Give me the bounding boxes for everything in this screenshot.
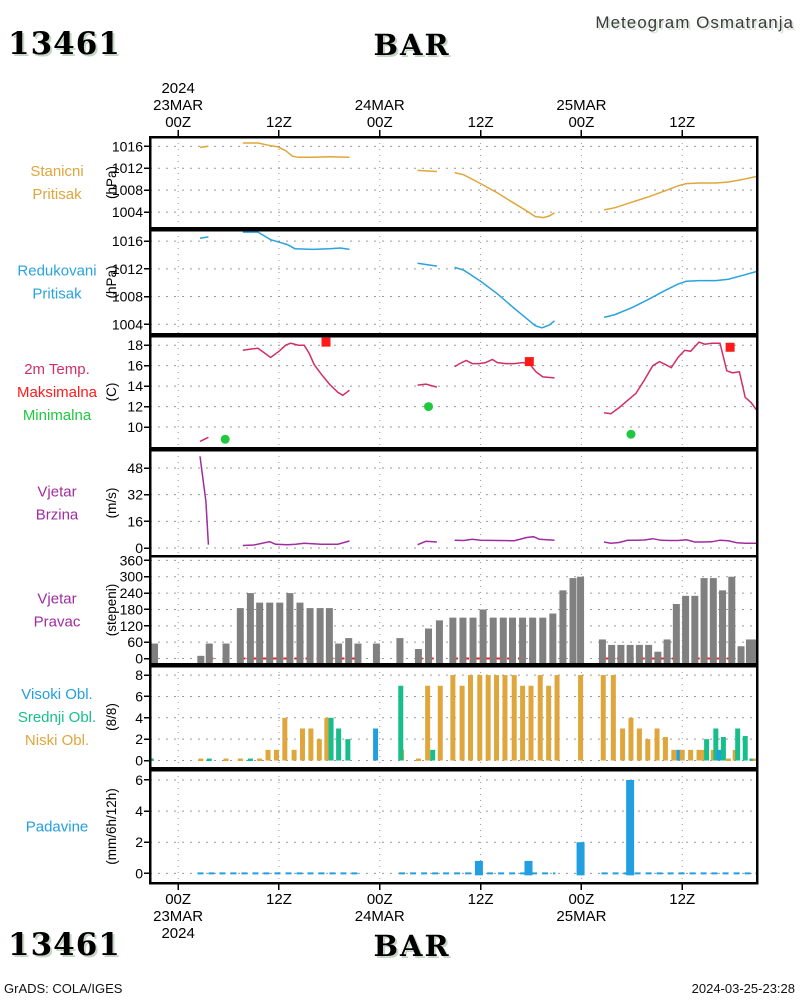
- grads-credit: GrADS: COLA/IGES: [4, 981, 123, 996]
- svg-text:6: 6: [135, 771, 143, 788]
- svg-text:Stanicni: Stanicni: [30, 163, 84, 180]
- svg-text:12Z: 12Z: [669, 114, 696, 131]
- svg-text:24MAR: 24MAR: [354, 97, 405, 114]
- panel-oblacnost: [18, 666, 758, 769]
- svg-text:23MAR: 23MAR: [153, 908, 204, 925]
- svg-text:23MAR: 23MAR: [153, 97, 204, 114]
- svg-text:1004: 1004: [111, 316, 143, 333]
- svg-text:10: 10: [127, 419, 143, 436]
- svg-text:16: 16: [127, 513, 143, 530]
- svg-text:18: 18: [127, 337, 143, 354]
- svg-text:0: 0: [135, 752, 143, 769]
- svg-text:8: 8: [135, 667, 143, 684]
- svg-text:0: 0: [135, 650, 143, 667]
- panel-redukovani-pritisak: [17, 230, 757, 334]
- svg-text:240: 240: [119, 585, 143, 602]
- svg-text:1016: 1016: [111, 233, 143, 250]
- svg-text:00Z: 00Z: [568, 891, 595, 908]
- station-id-top: 13461: [8, 26, 121, 62]
- svg-text:12Z: 12Z: [467, 891, 494, 908]
- svg-text:0: 0: [135, 540, 143, 556]
- svg-text:Niski Obl.: Niski Obl.: [24, 732, 90, 749]
- svg-text:0: 0: [135, 865, 143, 882]
- svg-text:1008: 1008: [111, 182, 143, 199]
- svg-text:1016: 1016: [111, 138, 143, 155]
- svg-text:4: 4: [135, 709, 143, 726]
- svg-text:12Z: 12Z: [266, 891, 292, 908]
- max-temp-marker: [322, 338, 331, 347]
- svg-text:32: 32: [127, 486, 143, 503]
- svg-text:12Z: 12Z: [467, 114, 494, 131]
- svg-text:2m Temp.: 2m Temp.: [24, 361, 90, 378]
- svg-text:(m/s): (m/s): [104, 487, 119, 519]
- svg-text:Redukovani: Redukovani: [17, 262, 97, 280]
- svg-text:Vjetar: Vjetar: [37, 483, 77, 501]
- svg-text:Visoki Obl.: Visoki Obl.: [21, 686, 93, 703]
- panel-stanicni-pritisak: [30, 137, 757, 228]
- creation-timestamp: 2024-03-25-23:28: [691, 981, 795, 996]
- svg-text:25MAR: 25MAR: [556, 97, 607, 114]
- svg-text:2024: 2024: [161, 925, 195, 942]
- svg-text:48: 48: [127, 460, 143, 476]
- svg-text:120: 120: [119, 617, 143, 634]
- svg-text:360: 360: [119, 552, 143, 569]
- svg-text:12Z: 12Z: [669, 891, 696, 908]
- svg-text:1012: 1012: [111, 160, 143, 177]
- panel-padavine: [26, 770, 757, 883]
- svg-text:Maksimalna: Maksimalna: [16, 384, 98, 401]
- svg-text:180: 180: [119, 601, 143, 618]
- svg-text:1012: 1012: [111, 260, 143, 277]
- time-axis: [153, 80, 695, 942]
- svg-text:(C): (C): [104, 382, 119, 402]
- station-name-bottom: BAR: [373, 929, 451, 963]
- svg-text:6: 6: [135, 688, 143, 705]
- svg-text:12Z: 12Z: [266, 114, 292, 131]
- svg-text:16: 16: [127, 357, 143, 374]
- svg-text:Srednji Obl.: Srednji Obl.: [17, 709, 97, 726]
- svg-text:Vjetar: Vjetar: [37, 590, 77, 608]
- svg-text:300: 300: [119, 568, 143, 585]
- svg-text:(8/8): (8/8): [104, 703, 119, 731]
- svg-text:(hPa): (hPa): [104, 165, 119, 200]
- svg-text:(hPa): (hPa): [104, 265, 119, 299]
- min-temp-marker: [221, 435, 230, 444]
- page-title: Meteogram Osmatranja: [595, 13, 794, 32]
- svg-text:00Z: 00Z: [165, 114, 192, 131]
- svg-text:Minimalna: Minimalna: [22, 407, 92, 424]
- panel-vjetar-brzina: [36, 450, 757, 556]
- station-id-bottom: 13461: [8, 927, 121, 963]
- svg-text:25MAR: 25MAR: [556, 908, 607, 925]
- svg-text:Brzina: Brzina: [35, 506, 79, 524]
- svg-text:24MAR: 24MAR: [354, 908, 405, 925]
- panel-2m-temperatura: [17, 336, 757, 448]
- svg-text:12: 12: [127, 398, 143, 415]
- svg-text:Pritisak: Pritisak: [32, 186, 82, 203]
- min-temp-marker: [626, 430, 635, 439]
- svg-text:2: 2: [135, 731, 143, 748]
- svg-text:14: 14: [127, 378, 143, 395]
- station-name-top: BAR: [373, 28, 451, 62]
- svg-text:00Z: 00Z: [165, 891, 192, 908]
- svg-text:Pritisak: Pritisak: [32, 285, 82, 303]
- svg-text:1008: 1008: [111, 288, 143, 305]
- min-temp-marker: [424, 402, 433, 411]
- svg-text:Padavine: Padavine: [25, 818, 89, 836]
- svg-text:(stepeni): (stepeni): [104, 583, 119, 637]
- svg-text:4: 4: [135, 803, 143, 820]
- max-temp-marker: [525, 357, 534, 366]
- svg-text:Pravac: Pravac: [33, 613, 81, 631]
- svg-text:(mm/6h/12h): (mm/6h/12h): [104, 788, 119, 865]
- svg-text:60: 60: [127, 634, 143, 651]
- svg-text:2: 2: [135, 834, 143, 851]
- svg-text:2024: 2024: [161, 80, 195, 97]
- svg-text:00Z: 00Z: [366, 891, 393, 908]
- panel-vjetar-pravac: [34, 552, 757, 666]
- svg-text:1004: 1004: [111, 204, 143, 221]
- svg-text:00Z: 00Z: [568, 114, 595, 131]
- max-temp-marker: [726, 343, 735, 352]
- svg-text:00Z: 00Z: [366, 114, 393, 131]
